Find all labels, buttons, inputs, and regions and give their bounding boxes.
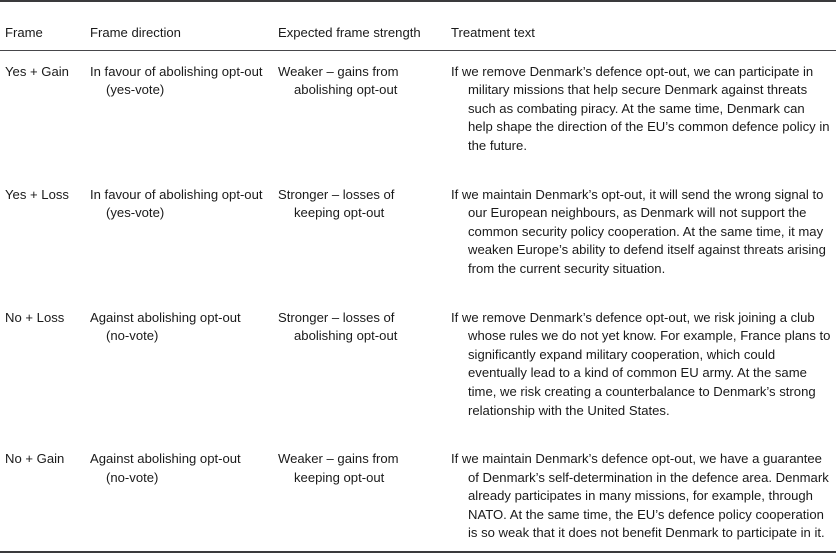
- table-header-row: [0, 1, 836, 50]
- table-row: [0, 174, 836, 279]
- cell-treatment: If we remove Denmark’s defence opt-out, we risk joining a club whose rules we do not yet know. For example, France plans to significantly expand military cooperation, which could eventually lead to a kind of common EU army. At the same time, we risk creating a counterbalance to Denmark’s strong relationship with the United States.: [451, 309, 831, 418]
- cell-strength: Weaker – gains from abolishing opt-out: [278, 63, 399, 98]
- cell-strength: Stronger – losses of abolishing opt-out: [278, 309, 398, 344]
- cell-treatment: If we maintain Denmark’s defence opt-out, we have a guarantee of Denmark’s self-determination in the defence area. Denmark already participates in many missions, for example, through NATO. At the same time, the EU’s defence policy cooperation is so weak that it does not benefit Denmark to participate in it.: [451, 451, 829, 541]
- cell-frame: Yes + Gain: [5, 63, 69, 79]
- cell-treatment: If we maintain Denmark’s opt-out, it will send the wrong signal to our European neighbours, as Denmark will not support the common security policy cooperation. At the same time, it may weaken Europe’s ability to defend itself against threats arising from the current security situation.: [451, 186, 826, 276]
- cell-strength: Stronger – losses of keeping opt-out: [278, 186, 395, 221]
- table-header: [0, 1, 836, 50]
- cell-strength: Weaker – gains from keeping opt-out: [278, 451, 399, 485]
- column-header-frame: Frame: [5, 25, 43, 40]
- table-body: [0, 50, 836, 552]
- table-row: [0, 297, 836, 421]
- cell-frame: Yes + Loss: [5, 186, 69, 202]
- row-gap: [0, 156, 836, 174]
- row-gap: [0, 420, 836, 438]
- cell-frame: No + Gain: [5, 451, 65, 467]
- cell-direction: In favour of abolishing opt-out (yes-vote): [90, 63, 263, 98]
- cell-frame: No + Loss: [5, 309, 65, 325]
- row-gap: [0, 279, 836, 297]
- cell-treatment: If we remove Denmark’s defence opt-out, we can participate in military missions that help secure Denmark against threats such as combating piracy. At the same time, Denmark can help shape the direction of the EU’s common defence policy in the future.: [451, 63, 830, 153]
- cell-direction: In favour of abolishing opt-out (yes-vote): [90, 186, 263, 221]
- column-header-treatment: Treatment text: [451, 25, 535, 40]
- column-header-direction: Frame direction: [90, 25, 181, 40]
- cell-direction: Against abolishing opt-out (no-vote): [90, 309, 241, 344]
- table-row: [0, 50, 836, 155]
- cell-direction: Against abolishing opt-out (no-vote): [90, 451, 241, 485]
- column-header-strength: Expected frame strength: [278, 25, 421, 40]
